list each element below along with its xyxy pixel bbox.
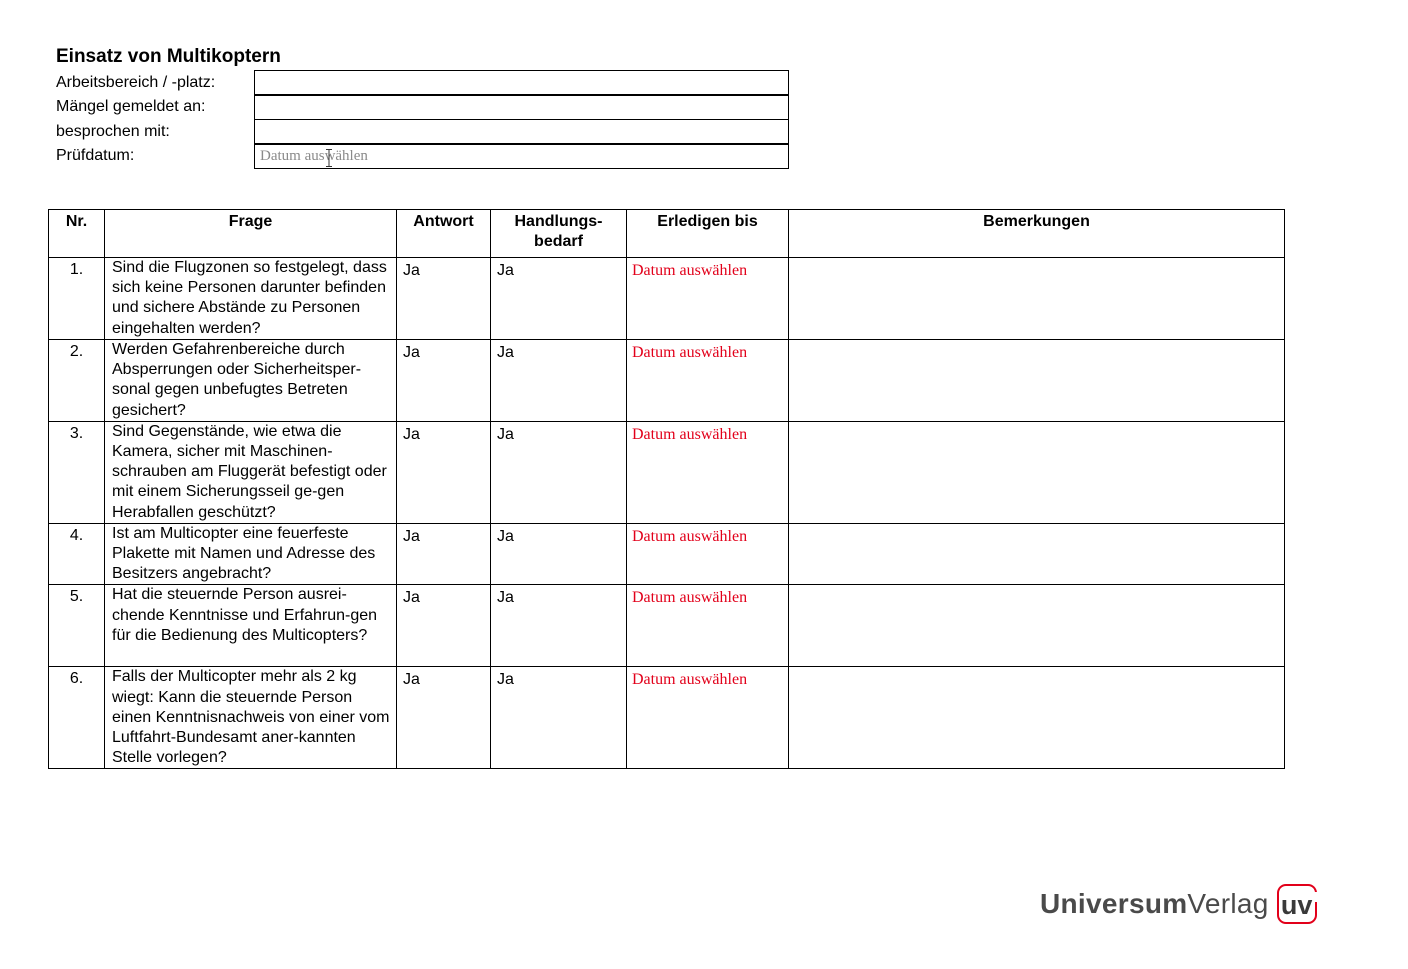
row-nr: 1. xyxy=(49,258,105,340)
header-handlungsbedarf xyxy=(491,210,627,258)
row-nr: 4. xyxy=(49,523,105,585)
row-frage: Ist am Multicopter eine feuerfeste Plakette mit Namen und Adresse des Besitzers angebracht? xyxy=(105,523,397,585)
header-nr: Nr. xyxy=(49,210,105,258)
row-handlungsbedarf-dropdown[interactable]: Ja xyxy=(491,523,627,585)
row-antwort-dropdown[interactable]: Ja xyxy=(397,667,491,769)
row-erledigen-date-picker[interactable]: Datum auswählen xyxy=(627,258,789,340)
row-handlungsbedarf-dropdown[interactable]: Ja xyxy=(491,340,627,422)
row-bemerkungen-field[interactable] xyxy=(789,523,1285,585)
row-erledigen-date-picker[interactable]: Datum auswählen xyxy=(627,667,789,769)
row-antwort-dropdown[interactable]: Ja xyxy=(397,340,491,422)
maengel-field[interactable] xyxy=(254,95,789,120)
row-handlungsbedarf-dropdown[interactable]: Ja xyxy=(491,421,627,523)
row-handlungsbedarf-dropdown[interactable]: Ja xyxy=(491,258,627,340)
row-erledigen-date-picker[interactable]: Datum auswählen xyxy=(627,421,789,523)
row-bemerkungen-field[interactable] xyxy=(789,667,1285,769)
header-bemerkungen: Bemerkungen xyxy=(789,210,1285,258)
arbeitsbereich-field[interactable] xyxy=(254,70,789,95)
row-frage: Sind Gegenstände, wie etwa die Kamera, sicher mit Maschinen-schrauben am Fluggerät befestigt oder mit einem Sicherungsseil ge-gen Herabfallen geschützt? xyxy=(105,421,397,523)
row-frage: Hat die steuernde Person ausrei-chende Kenntnisse und Erfahrun-gen für die Bedienung des Multicopters? xyxy=(105,585,397,667)
table-row xyxy=(49,340,1285,422)
row-antwort-dropdown[interactable]: Ja xyxy=(397,585,491,667)
universum-verlag-logo xyxy=(1040,882,1317,926)
row-bemerkungen-field[interactable] xyxy=(789,421,1285,523)
row-nr: 3. xyxy=(49,421,105,523)
row-nr: 2. xyxy=(49,340,105,422)
row-antwort-dropdown[interactable]: Ja xyxy=(397,523,491,585)
maengel-label: Mängel gemeldet an: xyxy=(56,98,206,115)
header-handlungsbedarf-line1: Handlungs- xyxy=(514,213,603,230)
row-bemerkungen-field[interactable] xyxy=(789,258,1285,340)
uv-logo-mark: uv xyxy=(1277,884,1317,924)
table-header-row xyxy=(49,210,1285,258)
row-handlungsbedarf-dropdown[interactable]: Ja xyxy=(491,585,627,667)
row-frage: Sind die Flugzonen so festgelegt, dass sich keine Personen darunter befinden und sichere Abstände zu Personen eingehalten werden? xyxy=(105,258,397,340)
checklist-table xyxy=(48,209,1285,769)
row-bemerkungen-field[interactable] xyxy=(789,340,1285,422)
table-row xyxy=(49,421,1285,523)
pruefdatum-label: Prüfdatum: xyxy=(56,147,135,164)
row-erledigen-date-picker[interactable]: Datum auswählen xyxy=(627,523,789,585)
row-handlungsbedarf-dropdown[interactable]: Ja xyxy=(491,667,627,769)
header-frage: Frage xyxy=(105,210,397,258)
row-antwort-dropdown[interactable]: Ja xyxy=(397,421,491,523)
besprochen-label: besprochen mit: xyxy=(56,123,170,140)
row-frage: Falls der Multicopter mehr als 2 kg wiegt: Kann die steuernde Person einen Kenntnisnachweis von einer vom Luftfahrt-Bundesamt aner-kannten Stelle vorlegen? xyxy=(105,667,397,769)
besprochen-field[interactable] xyxy=(254,119,789,144)
table-row xyxy=(49,585,1285,667)
pruefdatum-date-picker[interactable]: Datum auswählen xyxy=(254,144,789,169)
logo-text-verlag: Verlag xyxy=(1187,888,1269,919)
row-antwort-dropdown[interactable]: Ja xyxy=(397,258,491,340)
document-title: Einsatz von Multikoptern xyxy=(56,46,281,67)
row-nr: 5. xyxy=(49,585,105,667)
table-row xyxy=(49,258,1285,340)
arbeitsbereich-label: Arbeitsbereich / -platz: xyxy=(56,74,216,91)
table-row xyxy=(49,523,1285,585)
text-cursor-icon xyxy=(326,149,332,167)
row-nr: 6. xyxy=(49,667,105,769)
table-row xyxy=(49,667,1285,769)
row-bemerkungen-field[interactable] xyxy=(789,585,1285,667)
row-erledigen-date-picker[interactable]: Datum auswählen xyxy=(627,585,789,667)
logo-text-universum: Universum xyxy=(1040,888,1188,919)
row-frage: Werden Gefahrenbereiche durch Absperrungen oder Sicherheitsper-sonal gegen unbefugtes Betreten gesichert? xyxy=(105,340,397,422)
header-antwort: Antwort xyxy=(397,210,491,258)
row-erledigen-date-picker[interactable]: Datum auswählen xyxy=(627,340,789,422)
header-erledigen: Erledigen bis xyxy=(627,210,789,258)
header-handlungsbedarf-line2: bedarf xyxy=(534,233,583,251)
